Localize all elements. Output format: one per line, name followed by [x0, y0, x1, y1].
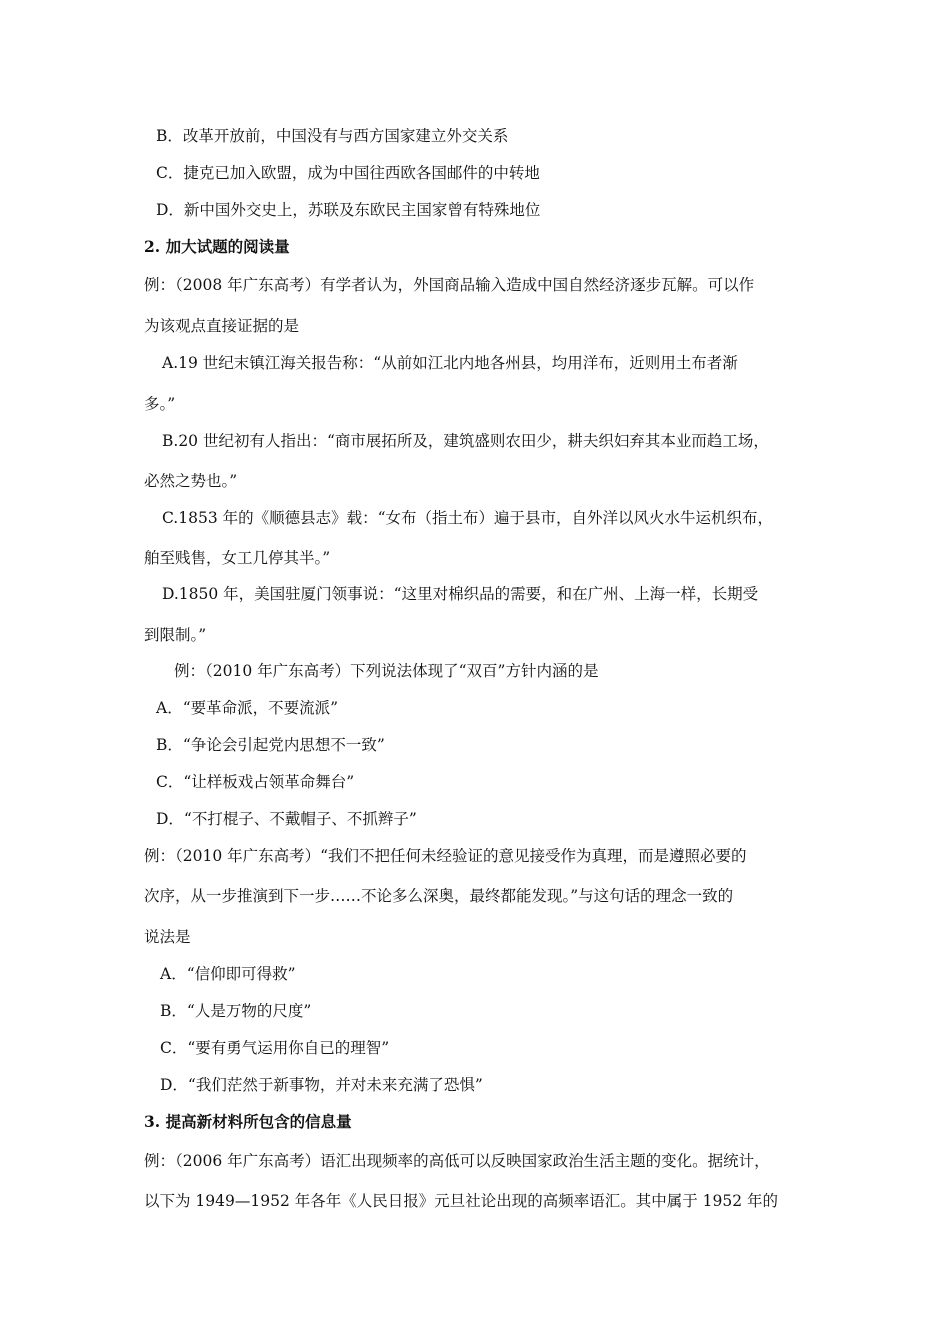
option-d: 到限制。”	[144, 626, 207, 644]
section-heading-3: 3. 提高新材料所包含的信息量	[144, 1112, 352, 1131]
option-b: B.20 世纪初有人指出：“商市展拓所及，建筑盛则农田少，耕夫织妇弃其本业而趋工场，	[162, 432, 769, 450]
question-stem: 例：（2010 年广东高考）“我们不把任何未经验证的意见接受作为真理，而是遵照必要的	[144, 847, 747, 865]
option-c: C．“让样板戏占领革命舞台”	[156, 773, 355, 791]
question-stem: 例：（2010 年广东高考）下列说法体现了“双百”方针内涵的是	[174, 662, 599, 680]
option-c: C．“要有勇气运用你自已的理智”	[160, 1039, 390, 1057]
option-a: 多。”	[144, 395, 176, 413]
option-c: 舶至贱售，女工几停其半。”	[144, 549, 331, 567]
option-c: C．捷克已加入欧盟，成为中国往西欧各国邮件的中转地	[156, 164, 540, 182]
option-a: A．“信仰即可得救”	[160, 965, 296, 983]
option-d: D.1850 年，美国驻厦门领事说：“这里对棉织品的需要，和在广州、上海一样，长期受	[162, 585, 759, 603]
option-b: 必然之势也。”	[144, 472, 238, 490]
option-b: B．改革开放前，中国没有与西方国家建立外交关系	[156, 127, 509, 145]
option-b: B．“人是万物的尺度”	[160, 1002, 312, 1020]
question-stem: 说法是	[144, 928, 191, 946]
option-d: D．“我们茫然于新事物，并对未来充满了恐惧”	[160, 1076, 483, 1094]
option-a: A.19 世纪末镇江海关报告称：“从前如江北内地各州县，均用洋布，近则用土布者渐	[162, 354, 738, 372]
option-a: A．“要革命派，不要流派”	[156, 699, 339, 717]
question-stem: 例：（2008 年广东高考）有学者认为，外国商品输入造成中国自然经济逐步瓦解。可以作	[144, 276, 755, 294]
option-d: D．新中国外交史上，苏联及东欧民主国家曾有特殊地位	[156, 201, 541, 219]
option-d: D．“不打棍子、不戴帽子、不抓辫子”	[156, 810, 417, 828]
option-c: C.1853 年的《顺德县志》载：“女布（指土布）遍于县市，自外洋以风火水牛运机织布，	[162, 509, 774, 527]
option-b: B．“争论会引起党内思想不一致”	[156, 736, 385, 754]
question-stem: 次序，从一步推演到下一步……不论多么深奥，最终都能发现。”与这句话的理念一致的	[144, 887, 734, 905]
question-stem: 为该观点直接证据的是	[144, 317, 300, 335]
question-stem: 例：（2006 年广东高考）语汇出现频率的高低可以反映国家政治生活主题的变化。据统计，	[144, 1152, 770, 1170]
question-stem: 以下为 1949—1952 年各年《人民日报》元旦社论出现的高频率语汇。其中属于 1952 年的	[144, 1192, 779, 1210]
section-heading-2: 2. 加大试题的阅读量	[144, 237, 290, 256]
